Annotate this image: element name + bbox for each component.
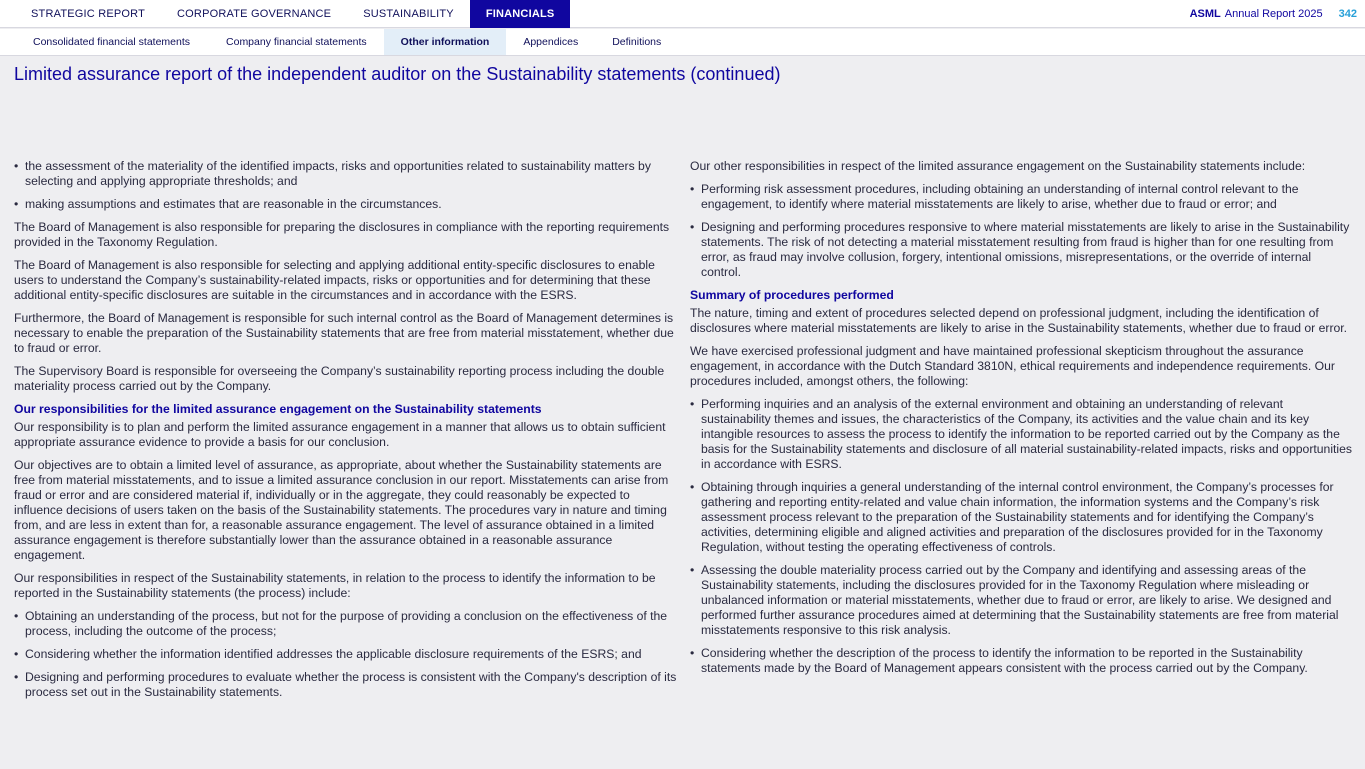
report-title: Annual Report 2025 <box>1224 7 1323 20</box>
bullet-list <box>14 609 678 700</box>
left-column <box>14 159 678 708</box>
subtab-consolidated-financial-statements[interactable]: Consolidated financial statements <box>33 36 191 48</box>
paragraph: The Board of Management is also responsible for selecting and applying additional entity-specific disclosures to enable users to understand the Company’s sustainability-related impacts, risks or opportunities and for determining that these additional entity-specific disclosures are suitable in the circumstances and in accordance with the ESRS. <box>14 258 655 302</box>
paragraph: The Board of Management is also responsible for preparing the disclosures in compliance with the reporting requirements provided in the Taxonomy Regulation. <box>14 220 670 249</box>
brand-name: ASML <box>1189 7 1221 20</box>
paragraph: The nature, timing and extent of procedures selected depend on professional judgment, including the identification of disclosures where material misstatements are likely to arise in the Sustainability statements, whether due to fraud or error. <box>690 306 1348 335</box>
tab-corporate-governance[interactable]: CORPORATE GOVERNANCE <box>177 8 332 20</box>
list-item: • Assessing the double materiality process carried out by the Company and identifying and assessing areas of the Sustainability statements, including the disclosures provided for in the Taxonomy Regulation where misleading or unbalanced information or material misstatements, whether due to fraud or error, are likely to arise. We designed and performed further assurance procedures aimed at determining that the Sustainability statements are free from material misstatements responsive to this risk analysis. <box>690 563 1354 638</box>
subtab-appendices[interactable]: Appendices <box>523 36 579 48</box>
paragraph: Our responsibility is to plan and perform the limited assurance engagement in a manner that allows us to obtain sufficient appropriate assurance evidence to provide a basis for our conclusion. <box>14 420 666 449</box>
section-heading: Summary of procedures performed <box>690 288 894 302</box>
subtab-other-information[interactable]: Other information <box>384 29 507 55</box>
subtab-definitions[interactable]: Definitions <box>612 36 662 48</box>
page-title: Limited assurance report of the independent auditor on the Sustainability statements (continued) <box>14 64 781 84</box>
right-column <box>690 159 1354 684</box>
subtab-company-financial-statements[interactable]: Company financial statements <box>226 36 367 48</box>
paragraph: Our responsibilities in respect of the Sustainability statements, in relation to the process to identify the information to be reported in the Sustainability statements (the process) include: <box>14 571 656 600</box>
list-item: • the assessment of the materiality of the identified impacts, risks and opportunities related to sustainability matters by selecting and applying appropriate thresholds; and <box>14 159 678 189</box>
bullet-list <box>690 182 1354 280</box>
list-item: • Designing and performing procedures responsive to where material misstatements are likely to arise in the Sustainability statements. The risk of not detecting a material misstatement resulting from fraud is higher than for one resulting from error, as fraud may involve collusion, forgery, intentional omissions, misrepresentations, or the override of internal control. <box>690 220 1354 280</box>
page-number: 342 <box>1338 7 1357 20</box>
list-item: • Obtaining through inquiries a general understanding of the internal control environment, the Company’s processes for gathering and reporting entity-related and value chain information, the information systems and the Company’s risk assessment process relevant to the preparation of the Sustainability statements and for identifying the Company’s activities, determining eligible and aligned activities and preparation of the disclosures provided for in the Taxonomy Regulation, without testing the operating effectiveness of controls. <box>690 480 1354 555</box>
paragraph: The Supervisory Board is responsible for overseeing the Company’s sustainability reporting process including the double materiality process carried out by the Company. <box>14 364 665 393</box>
list-item: • Considering whether the description of the process to identify the information to be reported in the Sustainability statements made by the Board of Management appears consistent with the process carried out by the Company. <box>690 646 1354 676</box>
bullet-list <box>690 397 1354 676</box>
paragraph: Our other responsibilities in respect of the limited assurance engagement on the Sustainability statements include: <box>690 159 1306 173</box>
list-item: • Performing risk assessment procedures, including obtaining an understanding of internal control relevant to the engagement, to identify where material misstatements are likely to arise, whether due to fraud or error; and <box>690 182 1354 212</box>
list-item: • Performing inquiries and an analysis of the external environment and obtaining an understanding of relevant sustainability themes and issues, the characteristics of the Company, its activities and the value chain and its key intangible resources to assess the process to identify the information to be reported carried out by the Company as the basis for the Sustainability statements and disclosure of all material sustainability-related impacts, risks and opportunities in accordance with ESRS. <box>690 397 1354 472</box>
paragraph: We have exercised professional judgment and have maintained professional skepticism throughout the assurance engagement, in accordance with the Dutch Standard 3810N, ethical requirements and independence requirements. Our procedures included, amongst others, the following: <box>690 344 1335 388</box>
list-item: • Obtaining an understanding of the process, but not for the purpose of providing a conclusion on the effectiveness of the process, including the outcome of the process; <box>14 609 678 639</box>
list-item: • making assumptions and estimates that are reasonable in the circumstances. <box>14 197 678 212</box>
tab-strategic-report[interactable]: STRATEGIC REPORT <box>31 8 146 20</box>
paragraph: Furthermore, the Board of Management is responsible for such internal control as the Board of Management determines is necessary to enable the preparation of the Sustainability statements that are free from material misstatement, whether due to fraud or error. <box>14 311 674 355</box>
top-navigation <box>0 0 1365 28</box>
list-item: • Considering whether the information identified addresses the applicable disclosure requirements of the ESRS; and <box>14 647 678 662</box>
tab-sustainability[interactable]: SUSTAINABILITY <box>363 8 454 20</box>
paragraph: Our objectives are to obtain a limited level of assurance, as appropriate, about whether the Sustainability statements are free from material misstatements, and to issue a limited assurance conclusion in our report. Misstatements can arise from fraud or error and are considered material if, individually or in the aggregate, they could reasonably be expected to influence decisions of users taken on the basis of the Sustainability statements. The procedures vary in nature and timing from, and are less in extent than for, a reasonable assurance engagement. The level of assurance obtained in a limited assurance engagement is therefore substantially lower than the assurance obtained in a reasonable assurance engagement. <box>14 458 669 562</box>
sub-navigation <box>0 29 1365 56</box>
tab-financials[interactable]: FINANCIALS <box>470 0 571 28</box>
bullet-list <box>14 159 678 212</box>
section-heading: Our responsibilities for the limited assurance engagement on the Sustainability statements <box>14 402 542 416</box>
report-brand <box>1190 0 1365 27</box>
list-item: • Designing and performing procedures to evaluate whether the process is consistent with the Company's description of its process set out in the Sustainability statements. <box>14 670 678 700</box>
